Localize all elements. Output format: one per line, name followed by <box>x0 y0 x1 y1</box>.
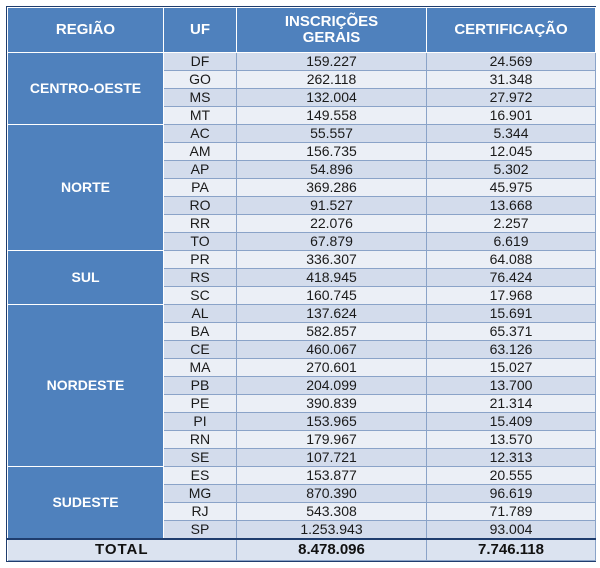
table-row <box>8 251 596 269</box>
certificacao-cell: 15.691 <box>427 305 596 323</box>
uf-cell: GO <box>164 71 237 89</box>
certificacao-cell: 64.088 <box>427 251 596 269</box>
table-body <box>8 53 596 540</box>
table-row <box>8 53 596 71</box>
region-cell: NORTE <box>8 125 164 251</box>
inscricoes-cell: 369.286 <box>237 179 427 197</box>
inscricoes-cell: 870.390 <box>237 485 427 503</box>
inscricoes-cell: 54.896 <box>237 161 427 179</box>
certificacao-cell: 65.371 <box>427 323 596 341</box>
uf-cell: RJ <box>164 503 237 521</box>
certificacao-cell: 20.555 <box>427 467 596 485</box>
certificacao-cell: 45.975 <box>427 179 596 197</box>
region-cell: SUDESTE <box>8 467 164 540</box>
certificacao-cell: 13.700 <box>427 377 596 395</box>
inscricoes-cell: 91.527 <box>237 197 427 215</box>
uf-cell: SE <box>164 449 237 467</box>
certificacao-cell: 76.424 <box>427 269 596 287</box>
header-inscricoes-line2: GERAIS <box>302 29 361 46</box>
inscricoes-cell: 390.839 <box>237 395 427 413</box>
uf-cell: TO <box>164 233 237 251</box>
certificacao-cell: 93.004 <box>427 521 596 540</box>
header-certificacao: CERTIFICAÇÃO <box>427 8 596 53</box>
uf-cell: PI <box>164 413 237 431</box>
certificacao-cell: 5.344 <box>427 125 596 143</box>
inscricoes-cell: 149.558 <box>237 107 427 125</box>
uf-cell: PR <box>164 251 237 269</box>
inscricoes-cell: 137.624 <box>237 305 427 323</box>
inscricoes-cell: 132.004 <box>237 89 427 107</box>
total-row <box>8 539 596 561</box>
inscricoes-cell: 1.253.943 <box>237 521 427 540</box>
total-inscricoes: 8.478.096 <box>237 539 427 561</box>
header-inscricoes <box>237 8 427 53</box>
inscricoes-cell: 55.557 <box>237 125 427 143</box>
inscricoes-cell: 204.099 <box>237 377 427 395</box>
certificacao-cell: 6.619 <box>427 233 596 251</box>
total-certificacao: 7.746.118 <box>427 539 596 561</box>
inscricoes-cell: 418.945 <box>237 269 427 287</box>
inscricoes-cell: 22.076 <box>237 215 427 233</box>
inscricoes-cell: 179.967 <box>237 431 427 449</box>
region-cell: NORDESTE <box>8 305 164 467</box>
uf-cell: SC <box>164 287 237 305</box>
certificacao-cell: 2.257 <box>427 215 596 233</box>
inscricoes-cell: 67.879 <box>237 233 427 251</box>
header-inscricoes-line1: INSCRIÇÕES <box>284 13 379 30</box>
uf-cell: MT <box>164 107 237 125</box>
region-cell: SUL <box>8 251 164 305</box>
certificacao-cell: 17.968 <box>427 287 596 305</box>
uf-cell: RR <box>164 215 237 233</box>
inscricoes-cell: 262.118 <box>237 71 427 89</box>
enrollment-table-container <box>6 6 596 562</box>
inscricoes-cell: 153.965 <box>237 413 427 431</box>
certificacao-cell: 15.409 <box>427 413 596 431</box>
inscricoes-cell: 160.745 <box>237 287 427 305</box>
certificacao-cell: 12.045 <box>427 143 596 161</box>
uf-cell: BA <box>164 323 237 341</box>
uf-cell: DF <box>164 53 237 71</box>
certificacao-cell: 15.027 <box>427 359 596 377</box>
header-row <box>8 8 596 53</box>
uf-cell: SP <box>164 521 237 540</box>
certificacao-cell: 13.570 <box>427 431 596 449</box>
certificacao-cell: 96.619 <box>427 485 596 503</box>
enrollment-table <box>7 7 596 561</box>
inscricoes-cell: 543.308 <box>237 503 427 521</box>
inscricoes-cell: 107.721 <box>237 449 427 467</box>
inscricoes-cell: 153.877 <box>237 467 427 485</box>
header-uf: UF <box>164 8 237 53</box>
uf-cell: MA <box>164 359 237 377</box>
uf-cell: PB <box>164 377 237 395</box>
certificacao-cell: 63.126 <box>427 341 596 359</box>
total-label: TOTAL <box>8 539 237 561</box>
certificacao-cell: 24.569 <box>427 53 596 71</box>
inscricoes-cell: 159.227 <box>237 53 427 71</box>
region-cell: CENTRO-OESTE <box>8 53 164 125</box>
certificacao-cell: 31.348 <box>427 71 596 89</box>
certificacao-cell: 13.668 <box>427 197 596 215</box>
uf-cell: AL <box>164 305 237 323</box>
inscricoes-cell: 270.601 <box>237 359 427 377</box>
uf-cell: CE <box>164 341 237 359</box>
certificacao-cell: 21.314 <box>427 395 596 413</box>
certificacao-cell: 16.901 <box>427 107 596 125</box>
header-regiao: REGIÃO <box>8 8 164 53</box>
certificacao-cell: 5.302 <box>427 161 596 179</box>
uf-cell: PE <box>164 395 237 413</box>
certificacao-cell: 71.789 <box>427 503 596 521</box>
inscricoes-cell: 156.735 <box>237 143 427 161</box>
uf-cell: MG <box>164 485 237 503</box>
inscricoes-cell: 582.857 <box>237 323 427 341</box>
uf-cell: RS <box>164 269 237 287</box>
uf-cell: MS <box>164 89 237 107</box>
uf-cell: ES <box>164 467 237 485</box>
uf-cell: AM <box>164 143 237 161</box>
table-row <box>8 467 596 485</box>
inscricoes-cell: 460.067 <box>237 341 427 359</box>
uf-cell: RO <box>164 197 237 215</box>
certificacao-cell: 27.972 <box>427 89 596 107</box>
table-row <box>8 305 596 323</box>
uf-cell: AP <box>164 161 237 179</box>
uf-cell: AC <box>164 125 237 143</box>
uf-cell: PA <box>164 179 237 197</box>
certificacao-cell: 12.313 <box>427 449 596 467</box>
uf-cell: RN <box>164 431 237 449</box>
inscricoes-cell: 336.307 <box>237 251 427 269</box>
table-row <box>8 125 596 143</box>
